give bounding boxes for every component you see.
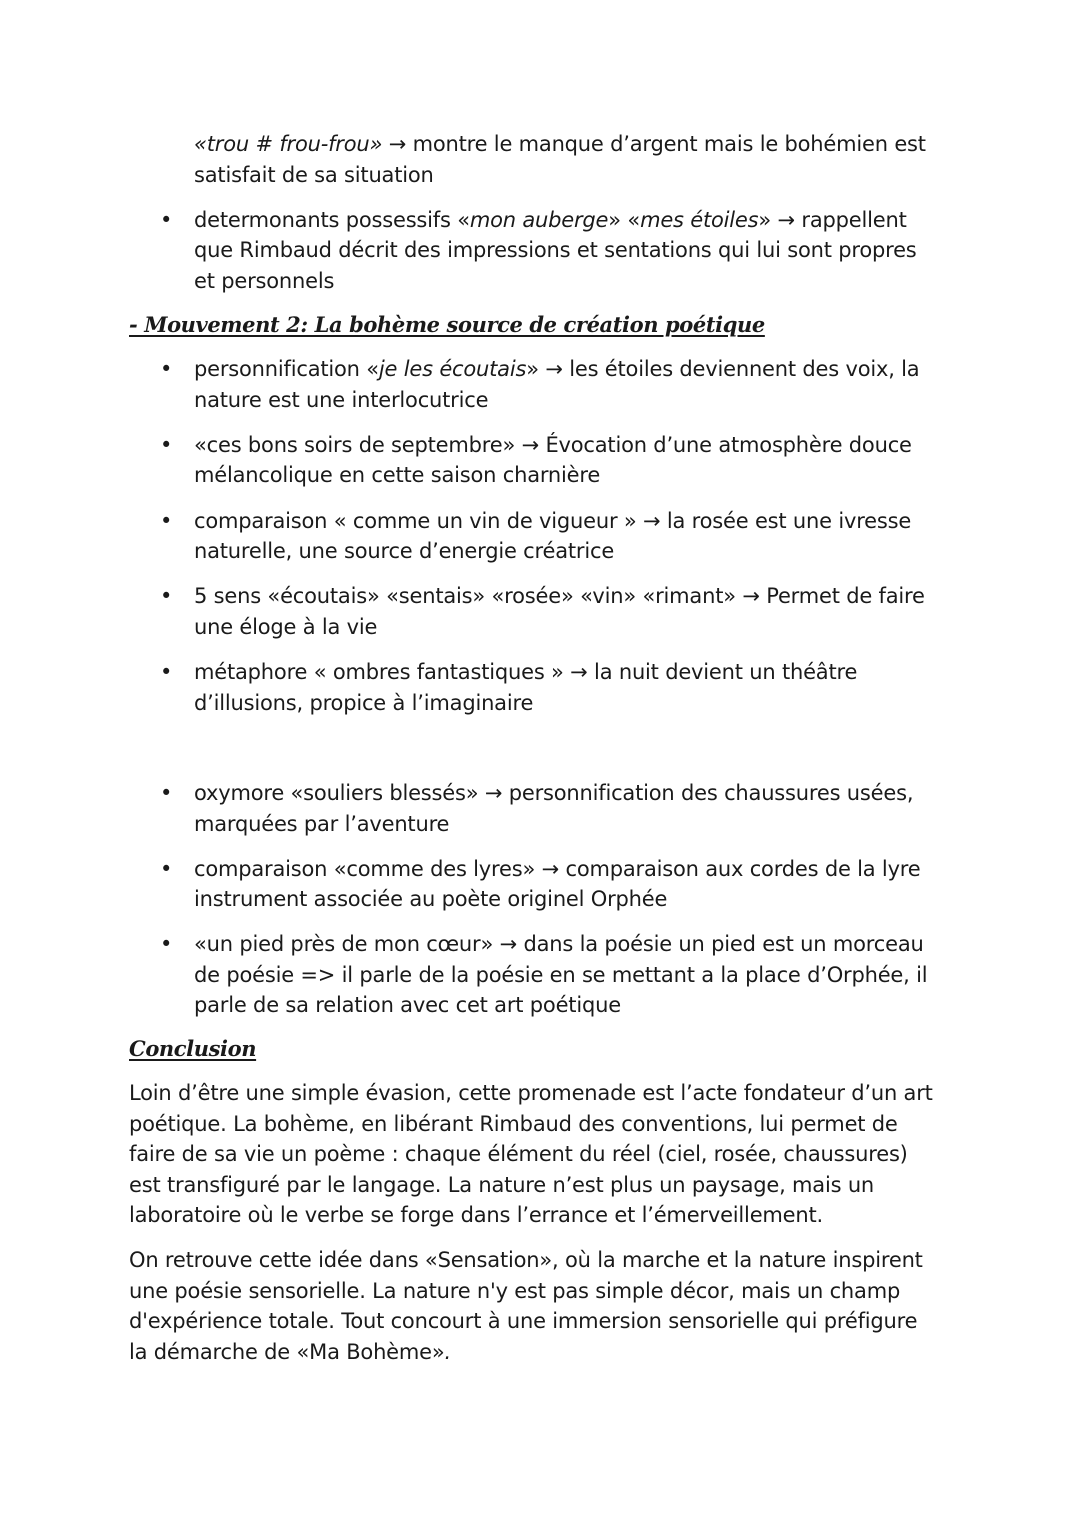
list-item-line-3: et personnels (194, 269, 335, 293)
text: » → les étoiles deviennent des voix, la (526, 357, 920, 381)
text: » → rappellent (758, 208, 907, 232)
list-item-line-2: une éloge à la vie (194, 615, 378, 639)
bullet-icon: • (160, 208, 173, 232)
paragraph-1-line: faire de sa vie un poème : chaque élément du réel (ciel, rosée, chaussures) (129, 1142, 908, 1166)
section-heading-movement-2: - Mouvement 2: La bohème source de création poétique (129, 312, 765, 337)
paragraph-2-line: d'expérience totale. Tout concourt à une immersion sensorielle qui préfigure (129, 1309, 918, 1333)
list-item-line-1 (194, 205, 907, 236)
list-item-line-2: marquées par l’aventure (194, 812, 450, 836)
quote-italic: mon auberge (469, 208, 609, 232)
list-item-line-1: métaphore « ombres fantastiques » → la nuit devient un théâtre (194, 660, 858, 684)
bullet-icon: • (160, 584, 173, 608)
paragraph-1-line: poétique. La bohème, en libérant Rimbaud des conventions, lui permet de (129, 1112, 898, 1136)
bullet-icon: • (160, 357, 173, 381)
list-item-line-1 (194, 354, 919, 385)
quote-italic: . (444, 1340, 452, 1364)
quote-italic: mes étoiles (640, 208, 759, 232)
paragraph-2-line (129, 1337, 451, 1368)
quote-italic: je les écoutais (378, 357, 527, 381)
text: » « (608, 208, 641, 232)
continuation-line-2: satisfait de sa situation (194, 163, 434, 187)
bullet-icon: • (160, 433, 173, 457)
continuation-line-1 (194, 129, 926, 160)
paragraph-1-line: laboratoire où le verbe se forge dans l’errance et l’émerveillement. (129, 1203, 824, 1227)
paragraph-1-line: est transfiguré par le langage. La nature n’est plus un paysage, mais un (129, 1173, 875, 1197)
paragraph-2-line: une poésie sensorielle. La nature n'y est pas simple décor, mais un champ (129, 1279, 901, 1303)
list-item-line-2: que Rimbaud décrit des impressions et sentations qui lui sont propres (194, 238, 917, 262)
list-item-line-2: naturelle, une source d’energie créatrice (194, 539, 615, 563)
text: determonants possessifs « (194, 208, 470, 232)
text: → montre le manque d’argent mais le bohémien est (382, 132, 926, 156)
list-item-line-1: comparaison « comme un vin de vigueur » → la rosée est une ivresse (194, 509, 912, 533)
bullet-icon: • (160, 857, 173, 881)
paragraph-1-line: Loin d’être une simple évasion, cette promenade est l’acte fondateur d’un art (129, 1081, 933, 1105)
list-item-line-2: d’illusions, propice à l’imaginaire (194, 691, 534, 715)
list-item-line-3: parle de sa relation avec cet art poétique (194, 993, 621, 1017)
list-item-line-2: de poésie => il parle de la poésie en se mettant a la place d’Orphée, il (194, 963, 928, 987)
list-item-line-1: «ces bons soirs de septembre» → Évocation d’une atmosphère douce (194, 433, 912, 457)
list-item-line-1: «un pied près de mon cœur» → dans la poésie un pied est un morceau (194, 932, 924, 956)
list-item-line-1: 5 sens «écoutais» «sentais» «rosée» «vin» «rimant» → Permet de faire (194, 584, 925, 608)
list-item-line-1: comparaison «comme des lyres» → comparaison aux cordes de la lyre (194, 857, 921, 881)
bullet-icon: • (160, 509, 173, 533)
bullet-icon: • (160, 932, 173, 956)
bullet-icon: • (160, 660, 173, 684)
list-item-line-2: mélancolique en cette saison charnière (194, 463, 601, 487)
quote-italic: «trou # frou-frou» (194, 132, 383, 156)
list-item-line-1: oxymore «souliers blessés» → personnification des chaussures usées, (194, 781, 914, 805)
text: la démarche de «Ma Bohème» (129, 1340, 445, 1364)
list-item-line-2: instrument associée au poète originel Orphée (194, 887, 668, 911)
section-heading-conclusion: Conclusion (129, 1036, 257, 1061)
list-item-line-2: nature est une interlocutrice (194, 388, 489, 412)
bullet-icon: • (160, 781, 173, 805)
paragraph-2-line: On retrouve cette idée dans «Sensation», où la marche et la nature inspirent (129, 1248, 923, 1272)
text: personnification « (194, 357, 379, 381)
